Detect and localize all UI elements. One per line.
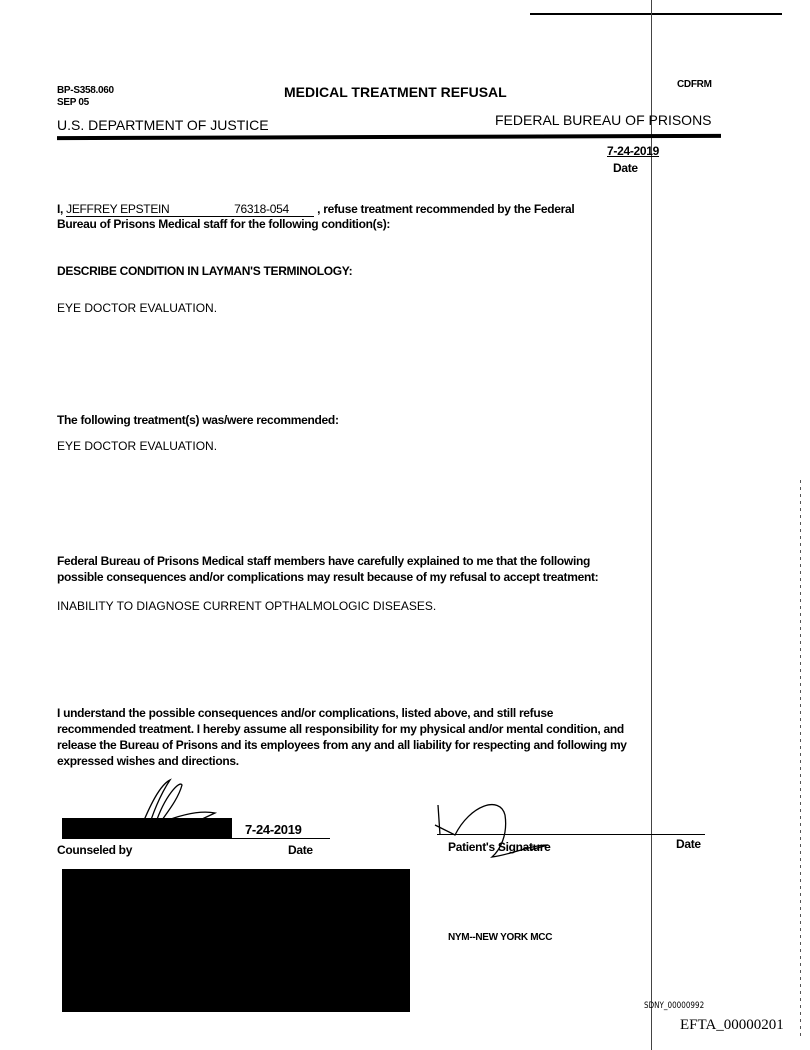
form-title: MEDICAL TREATMENT REFUSAL — [284, 84, 507, 100]
acknowledgement-line: I understand the possible consequences and/or complications, listed above, and still refuse — [57, 706, 554, 720]
scan-edge-line — [800, 480, 801, 1040]
form-date-label: Date — [613, 161, 638, 175]
acknowledgement-line: expressed wishes and directions. — [57, 754, 239, 768]
patient-name: JEFFREY EPSTEIN — [66, 202, 234, 217]
statement-suffix: , refuse treatment recommended by the Federal — [317, 202, 575, 216]
efta-bates-stamp: EFTA_00000201 — [680, 1017, 784, 1033]
sdny-bates-stamp: SDNY_00000992 — [644, 1001, 705, 1011]
counseled-date: 7-24-2019 — [245, 822, 302, 837]
form-date: SEP 05 — [57, 97, 89, 108]
statement-prefix: I, — [57, 202, 64, 216]
treatment-value: EYE DOCTOR EVALUATION. — [57, 439, 218, 453]
agency: FEDERAL BUREAU OF PRISONS — [495, 112, 712, 128]
top-scan-line — [530, 13, 782, 15]
consequences-line1: Federal Bureau of Prisons Medical staff members have carefully explained to me that the following — [57, 554, 591, 568]
counseled-by-label: Counseled by — [57, 843, 133, 857]
patient-signature-label: Patient's Signature — [448, 840, 551, 854]
patient-signature-line — [437, 834, 705, 835]
statement-line2: Bureau of Prisons Medical staff for the following condition(s): — [57, 217, 391, 231]
form-code: CDFRM — [677, 79, 712, 90]
redacted-block — [62, 869, 410, 1012]
form-number: BP-S358.060 — [57, 85, 114, 96]
patient-date-label: Date — [676, 837, 701, 851]
consequences-line2: possible consequences and/or complications may result because of my refusal to accept treatment: — [57, 570, 599, 584]
counselor-line — [62, 838, 330, 839]
department: U.S. DEPARTMENT OF JUSTICE — [57, 117, 269, 133]
condition-value: EYE DOCTOR EVALUATION. — [57, 301, 218, 315]
patient-signature — [430, 795, 610, 865]
treatment-heading: The following treatment(s) was/were recommended: — [57, 413, 339, 427]
institution: NYM--NEW YORK MCC — [448, 932, 553, 943]
header-rule — [57, 134, 721, 140]
counseled-date-label: Date — [288, 843, 313, 857]
consequences-value: INABILITY TO DIAGNOSE CURRENT OPTHALMOLOGIC DISEASES. — [57, 599, 437, 613]
condition-heading: DESCRIBE CONDITION IN LAYMAN'S TERMINOLOGY: — [57, 264, 353, 278]
acknowledgement-line: recommended treatment. I hereby assume all responsibility for my physical and/or mental condition, and — [57, 722, 624, 736]
redacted-counselor-name — [62, 818, 232, 838]
acknowledgement-line: release the Bureau of Prisons and its employees from any and all liability for respecting and following my — [57, 738, 627, 752]
register-number: 76318-054 — [234, 202, 314, 217]
form-date-value: 7-24-2019 — [607, 144, 660, 158]
